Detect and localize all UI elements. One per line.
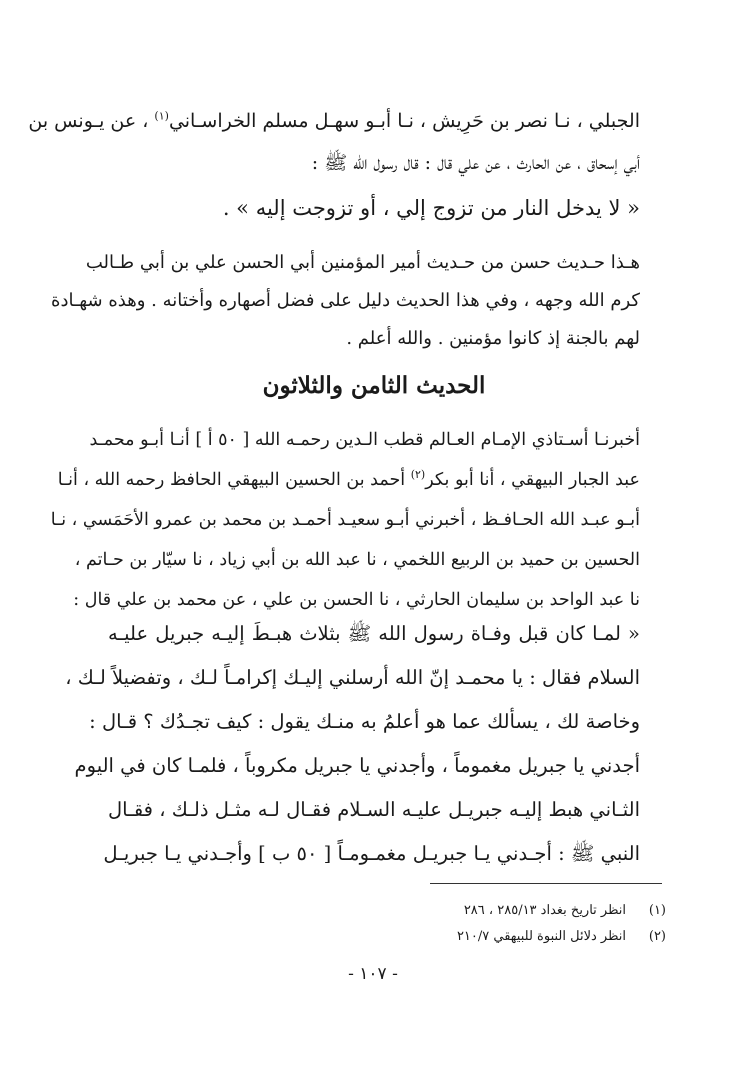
- footnote-text: انظر دلائل النبوة للبيهقي ٢١٠/٧: [456, 929, 626, 944]
- text-line: أجدني يا جبريل مغموماً ، وأجدني يا جبريل مكروباً ، فلمـا كان في اليوم: [74, 754, 640, 777]
- text-line: لهم بالجنة إذ كانوا مؤمنين . والله أعلم .: [346, 328, 640, 349]
- text-line: أبـو عبـد الله الحـافـظ ، أخبرني أبـو سعيـد أحمـد بن محمد بن عمرو الأحَمَسي ، نـا: [50, 510, 640, 530]
- text-line: عبد الجبار البيهقي ، أنا أبو بكر$^{(٢)}$ أحمد بن الحسين البيهقي الحافظ رحمه الله ، أنـا: [57, 468, 640, 490]
- hadith-text-paragraph: [65, 612, 640, 876]
- narration-chain-paragraph: [28, 100, 640, 184]
- footnote-marker: (١): [154, 109, 169, 123]
- text-line: هـذا حـديث حسن من حـديث أمير المؤمنين أبي الحسن علي بن أبي طـالب: [85, 252, 640, 273]
- text-line: نا عبد الواحد بن سليمان الحارثي ، نا الحسن بن علي ، عن محمد بن علي قال :: [73, 590, 640, 610]
- narration-chain-paragraph: [50, 420, 640, 620]
- footnote: [390, 924, 666, 950]
- footnote-text: انظر تاريخ بغداد ٢٨٥/١٣ ، ٢٨٦: [463, 903, 626, 918]
- text-line: السلام فقال : يا محمـد إنّ الله أرسلني إليـك إكرامـاً لـك ، وتفضيلاً لـك ،: [65, 666, 640, 689]
- text-line: كرم الله وجهه ، وفي هذا الحديث دليل على فضل أصهاره وأختانه . وهذه شهـادة: [51, 290, 640, 311]
- footnote-separator: [430, 883, 662, 884]
- hadith-quote: [222, 188, 640, 228]
- text-line: وخاصة لك ، يسألك عما هو أعلمُ به منـك يقول : كيف تجـدُك ؟ قـال :: [89, 710, 640, 733]
- footnotes: [390, 898, 666, 950]
- commentary-paragraph: [51, 244, 640, 358]
- text-line: « لا يدخل النار من تزوج إلي ، أو تزوجت إليه » .: [222, 196, 640, 220]
- text-line: النبي ﷺ : أجـدني يـا جبريـل مغمـومـاً [ ٥٠ ب ] وأجـدني يـا جبريـل: [103, 842, 640, 865]
- text-line: الحسين بن حميد بن الربيع اللخمي ، نا عبد الله بن أبي زياد ، نا سيّار بن حـاتم ،: [74, 550, 640, 570]
- footnote-number: (١): [648, 903, 666, 918]
- text-line: « لمـا كان قبل وفـاة رسول الله ﷺ بثلاث هبـطَ إليـه جبريل عليـه: [108, 622, 640, 645]
- page-number: - ١٠٧ -: [348, 964, 398, 984]
- text-line: أخبرنـا أسـتاذي الإمـام العـالم قطب الـدين رحمـه الله [ ٥٠ أ ] أنـا أبـو محمـد: [89, 430, 640, 450]
- footnote-marker: (٢): [410, 468, 426, 482]
- footnote: [390, 898, 666, 924]
- text-line: الثـاني هبط إليـه جبريـل عليـه السـلام فقـال لـه مثـل ذلـك ، فقـال: [108, 798, 640, 821]
- text-line: أبي إسحاق ، عن الحارث ، عن علي قال : قال رسول الله ﷺ :: [311, 152, 640, 174]
- text-line: الجبلي ، نـا نصر بن حَرِيش ، نـا أبـو سهـل مسلم الخراسـاني$^{(١)}$ ، عن يـونس بن: [28, 109, 640, 132]
- footnote-number: (٢): [648, 929, 666, 944]
- section-heading: الحديث الثامن والثلاثون: [262, 372, 486, 399]
